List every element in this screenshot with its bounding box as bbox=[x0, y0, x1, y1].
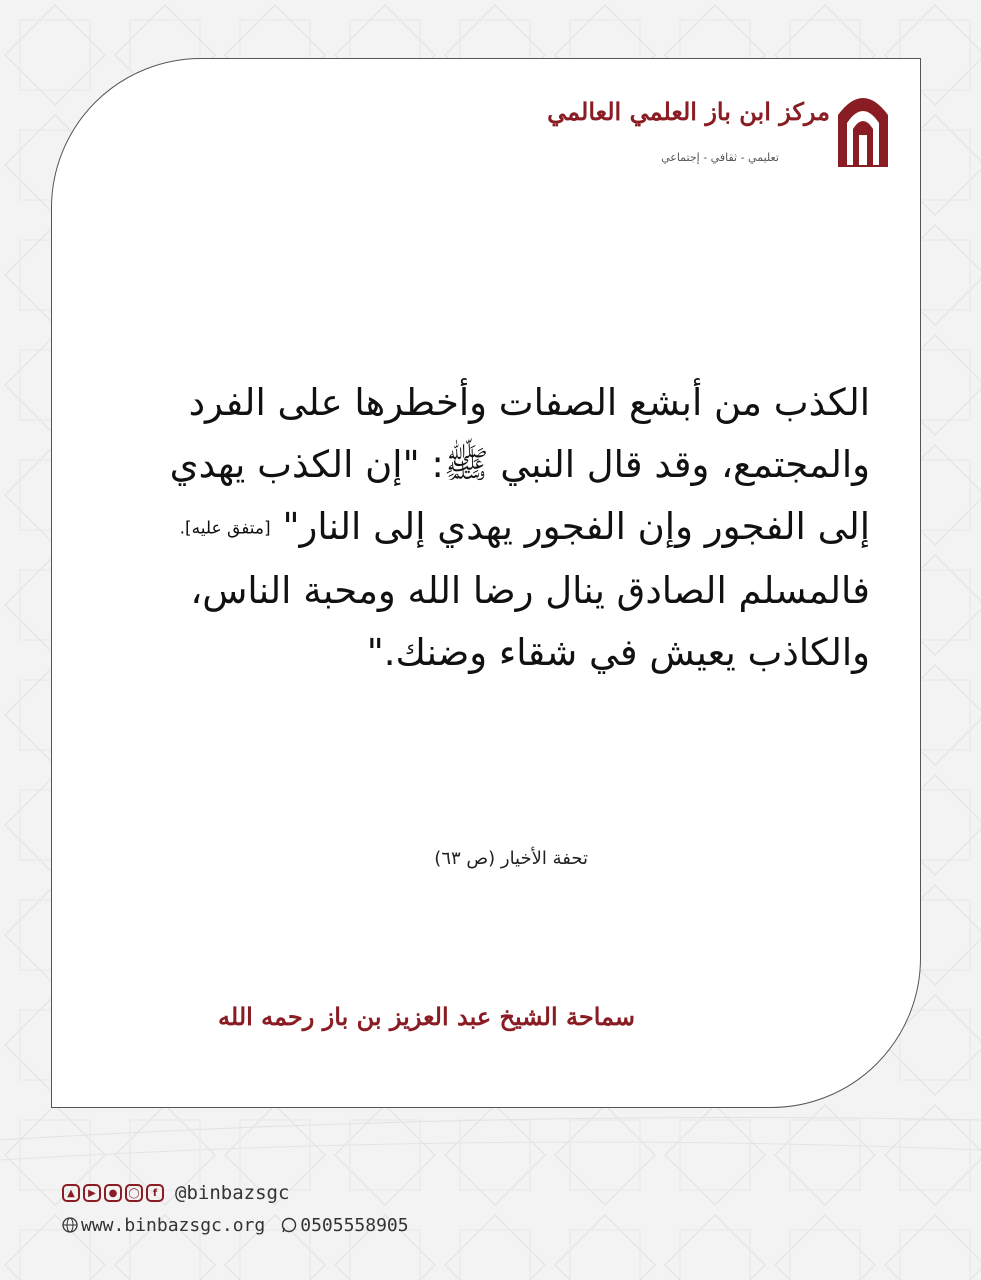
quote-line: والمجتمع، وقد قال النبي ﷺ: "إن الكذب يهدي bbox=[169, 443, 870, 486]
facebook-icon[interactable]: f bbox=[146, 1184, 164, 1202]
telegram-icon[interactable]: ▲ bbox=[62, 1184, 80, 1202]
mosque-emblem-icon bbox=[834, 85, 892, 167]
signature-calligraphy: سماحة الشيخ عبد العزيز بن باز رحمه الله bbox=[218, 1002, 635, 1031]
youtube-icon[interactable]: ▶ bbox=[83, 1184, 101, 1202]
whatsapp-icon bbox=[281, 1217, 297, 1233]
social-handle[interactable]: @binbazsgc bbox=[175, 1182, 290, 1204]
social-row bbox=[62, 1180, 409, 1206]
quote-line: الكذب من أبشع الصفات وأخطرها على الفرد bbox=[188, 381, 870, 424]
twitter-icon[interactable]: ● bbox=[104, 1184, 122, 1202]
logo-name: مركز ابن باز العلمي العالمي bbox=[547, 97, 830, 126]
footer bbox=[62, 1180, 409, 1238]
contact-row bbox=[62, 1212, 409, 1238]
quote-line: والكاذب يعيش في شقاء وضنك." bbox=[366, 630, 870, 674]
phone-number[interactable]: 0505558905 bbox=[300, 1214, 409, 1236]
logo-subtitle: تعليمي - ثقافي - إجتماعي bbox=[661, 151, 779, 164]
quote-text bbox=[110, 372, 870, 684]
quote-line bbox=[110, 496, 870, 560]
website-link[interactable]: www.binbazsgc.org bbox=[81, 1214, 266, 1236]
globe-icon bbox=[62, 1217, 78, 1233]
quote-line: فالمسلم الصادق ينال رضا الله ومحبة الناس، bbox=[190, 568, 870, 612]
quote-line-text: إلى الفجور وإن الفجور يهدي إلى النار" bbox=[282, 505, 870, 548]
hadith-reference: [متفق عليه]. bbox=[179, 518, 271, 539]
instagram-icon[interactable]: ◯ bbox=[125, 1184, 143, 1202]
center-logo bbox=[547, 85, 910, 175]
source-citation: تحفة الأخيار (ص ٦٣) bbox=[434, 848, 588, 869]
